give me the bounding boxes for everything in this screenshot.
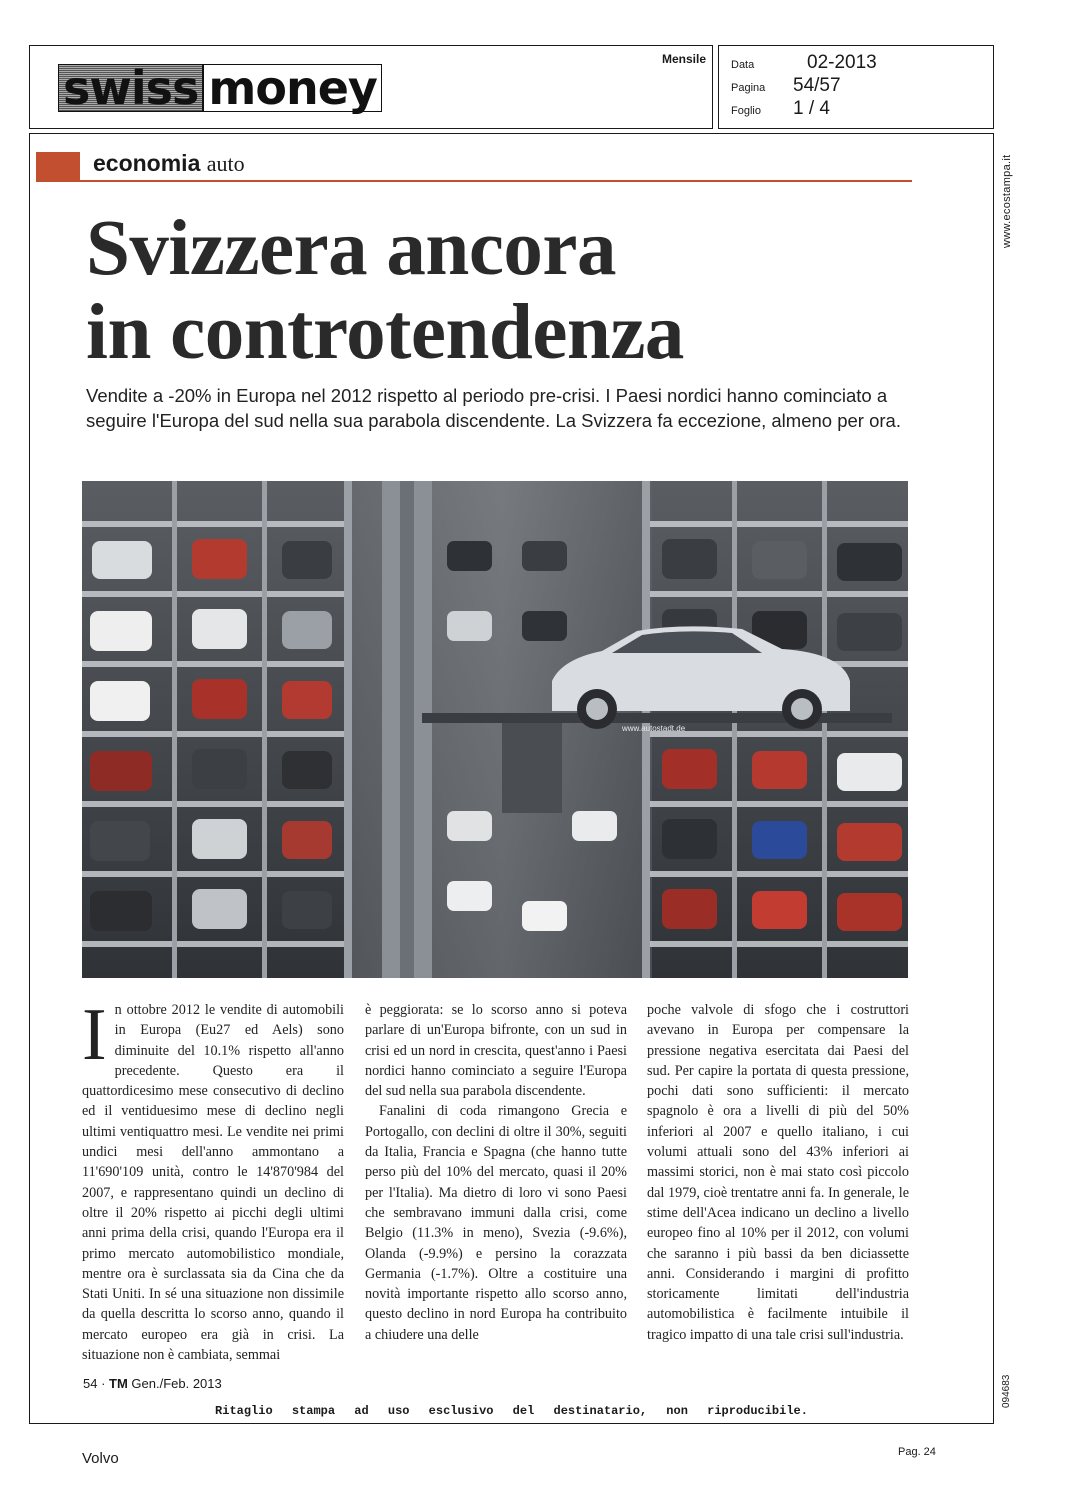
article-headline [86,207,926,375]
meta-value-sheet: 1 / 4 [793,98,830,119]
masthead-box [29,45,713,129]
article-lead: Vendite a -20% in Europa nel 2012 rispetto al periodo pre-crisi. I Paesi nordici hanno cominciato a seguire l'Europa del sud nella sua parabola discendente. La Svizzera fa eccezione, almeno per ora. [86,385,901,431]
section-color-bar [36,152,80,180]
page-number: Pag. 24 [898,1446,936,1458]
body-column-2 [365,1000,627,1345]
meta-row-data [731,52,981,74]
col1-text: n ottobre 2012 le vendite di automobili in Europa (Eu27 ed Aels) sono diminuite del 10.1% rispetto all'anno precedente. Questo era il quattordicesimo mese consecutivo di declino ed il ventiduesimo mese di declino negli ultimi ventiquattro mesi. Le vendite nei primi undici mesi dell'anno ammontano a 11'690'109 unità, contro le 14'870'984 del 2007, e rappresentano quindi un declino di oltre il 20% rispetto ai picchi degli ultimi anni prima della crisi, quando l'Europa era il primo mercato automobilistico mondiale, mentre ora è surclassata sia da Cina che da Stati Uniti. In sé una situazione non dissimile da quella descritta lo scorso anno, quando il mercato europeo era già in crisi. La situazione non è cambiata, semmai [82,1002,344,1364]
meta-label: Data [731,59,755,71]
section-sub: auto [206,151,245,176]
col2-paragraph-2: Fanalini di coda rimangono Grecia e Portogallo, con declini di oltre il 30%, seguiti da Italia, Francia e Spagna (che hanno tutte perso più del 10% del mercato, quasi il 20% per l'Italia). Ma dietro di loro vi sono Paesi che sembravano immuni dalla crisi, come Belgio (11.3% in meno), Svezia (-9.6%), Olanda (-9.9%) e persino la corazzata Germania (-1.7%). Oltre a costituire una novità importante rispetto allo scorso anno, questo declino in nord Europa ha contribuito a chiudere una delle [365,1103,627,1343]
headline-line-1: Svizzera ancora [86,205,616,292]
meta-label: Foglio [731,105,761,117]
side-url-text: www.ecostampa.it [1001,154,1013,248]
meta-value-date: 02-2013 [807,52,877,73]
body-column-1 [82,994,344,1365]
logo-swiss-text: swiss [58,64,203,112]
col2-paragraph-1: è peggiorata: se lo scorso anno si poteva parlare di un'Europa bifronte, con un sud in crisi ed un nord in crescita, quest'anno i Paesi nordici hanno cominciato a seguire l'Europa del sud nella sua parabola discendente. [365,1002,627,1100]
car-tower-photo [82,481,908,978]
clipping-meta-box [718,45,994,129]
section-label [93,148,245,179]
issue-date: Gen./Feb. 2013 [127,1376,222,1391]
issue-mag: TM [109,1376,128,1391]
issue-page: 54 · [83,1376,110,1391]
section-main: economia [93,150,201,176]
section-rule [36,180,912,182]
client-name: Volvo [82,1450,119,1467]
swissmoney-logo [58,61,382,115]
drop-cap: I [82,994,107,1076]
meta-row-pagina [731,75,981,97]
meta-value-page: 54/57 [793,75,841,96]
meta-label: Pagina [731,82,766,94]
issue-footer [83,1376,222,1391]
logo-money-text: money [203,64,381,112]
headline-line-2: in controtendenza [86,289,684,376]
clipping-notice: Ritaglio stampa ad uso esclusivo del destinatario, non riproducibile. [215,1404,808,1418]
photo-credit: www.autostadt.de [622,724,686,733]
body-column-3: poche valvole di sfogo che i costruttori avevano in Europa per compensare la pressione negativa esercitata dai Paesi del sud. Per capire la portata di questa pressione, pochi dati sono sufficienti: il mercato spagnolo è ora a livelli di più del 50% inferiori al 2007 e quello italiano, i cui volumi attuali sono del 43% inferiori ai massimi storici, non è mai stato così piccolo dal 1979, cioè trentatre anni fa. In generale, le stime dell'Acea indicano un declino a livello europeo fino al 10% per il 2012, con volumi che saranno i più bassi da ben diciassette anni. Considerando i margini di profitto storicamente limitati dell'industria automobilistica è facilmente intuibile il tragico impatto di una tale crisi sull'industria. [647,1002,909,1343]
frequency-label: Mensile [661,52,706,66]
meta-row-foglio [731,98,981,120]
side-code-text: 094683 [1001,1374,1012,1408]
car-tower-illustration [82,481,908,978]
